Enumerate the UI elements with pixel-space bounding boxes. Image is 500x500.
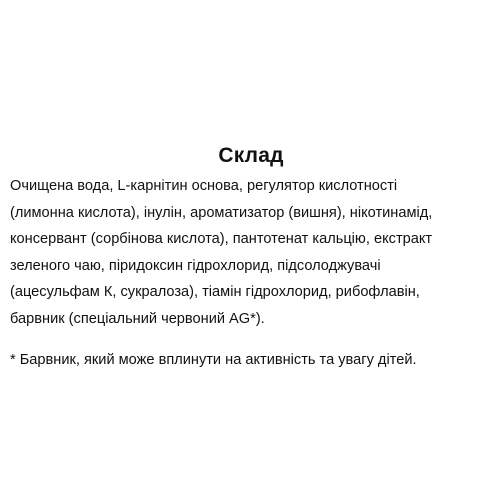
footnote: * Барвник, який може вплинути на активність та увагу дітей. [10, 352, 417, 368]
composition-line: (лимонна кислота), інулін, ароматизатор (вишня), нікотинамід, [10, 204, 433, 221]
composition-line: консервант (сорбінова кислота), пантотенат кальцію, екстракт [10, 231, 433, 247]
composition-line: зеленого чаю, піридоксин гідрохлорид, підсолоджувачі [10, 257, 381, 274]
composition-line: барвник (спеціальний червоний AG*). [10, 310, 265, 327]
composition-text [10, 173, 492, 332]
composition-line: (ацесульфам К, сукралоза), тіамін гідрохлорид, рибофлавін, [10, 284, 420, 300]
composition-line: Очищена вода, L-карнітин основа, регулятор кислотності [10, 178, 398, 194]
section-heading: Склад [218, 144, 284, 167]
composition-panel [10, 143, 492, 373]
